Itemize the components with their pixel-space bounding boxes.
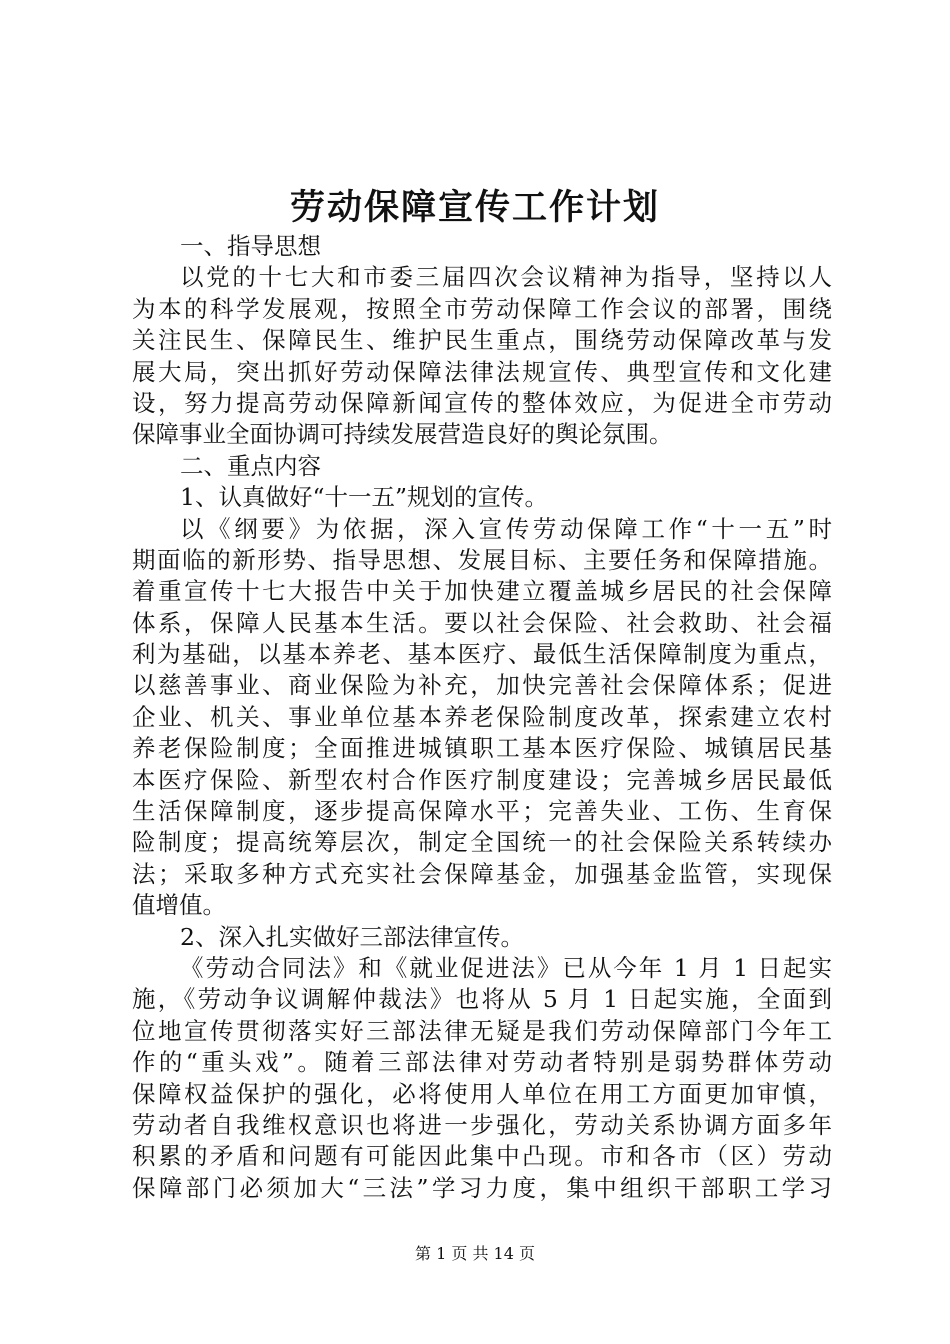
text-line: 1、认真做好“十一五”规划的宣传。 <box>180 483 548 512</box>
text-line: 作的“重头戏”。随着三部法律对劳动者特别是弱势群体劳动 <box>132 1048 832 1077</box>
text-line: 2、深入扎实做好三部法律宣传。 <box>180 922 524 951</box>
text-line: 位地宣传贯彻落实好三部法律无疑是我们劳动保障部门今年工 <box>132 1016 832 1045</box>
text-line: 一、指导思想 <box>180 232 321 260</box>
text-line: 保障部门必须加大“三法”学习力度，集中组织干部职工学习 <box>132 1173 832 1202</box>
document-title: 劳动保障宣传工作计划 <box>289 188 660 228</box>
text-line: 期面临的新形势、指导思想、发展目标、主要任务和保障措施。 <box>132 545 832 574</box>
text-line: 以慈善事业、商业保险为补充，加快完善社会保障体系；促进 <box>132 671 832 700</box>
text-line: 值增值。 <box>132 891 226 920</box>
text-line: 《劳动合同法》和《就业促进法》已从今年 1 月 1 日起实 <box>180 953 832 982</box>
text-line: 着重宣传十七大报告中关于加快建立覆盖城乡居民的社会保障 <box>132 577 832 606</box>
text-line: 险制度；提高统筹层次，制定全国统一的社会保险关系转续办 <box>132 828 832 857</box>
text-line: 设，努力提高劳动保障新闻宣传的整体效应，为促进全市劳动 <box>132 388 832 417</box>
text-line: 保障权益保护的强化，必将使用人单位在用工方面更加审慎， <box>132 1079 832 1108</box>
text-line: 积累的矛盾和问题有可能因此集中凸现。市和各市（区）劳动 <box>132 1142 832 1171</box>
text-line: 法；采取多种方式充实社会保障基金，加强基金监管，实现保 <box>132 859 832 888</box>
text-line: 本医疗保险、新型农村合作医疗制度建设；完善城乡居民最低 <box>132 765 832 794</box>
text-line: 企业、机关、事业单位基本养老保险制度改革，探索建立农村 <box>132 702 832 731</box>
text-line: 利为基础，以基本养老、基本医疗、最低生活保障制度为重点， <box>132 640 832 669</box>
text-line: 劳动者自我维权意识也将进一步强化，劳动关系协调方面多年 <box>132 1110 832 1139</box>
text-line: 以《纲要》为依据，深入宣传劳动保障工作“十一五”时 <box>180 514 832 543</box>
page-footer: 第 1 页 共 14 页 <box>415 1244 535 1263</box>
text-line: 养老保险制度；全面推进城镇职工基本医疗保险、城镇居民基 <box>132 734 832 763</box>
text-line: 施，《劳动争议调解仲裁法》也将从 5 月 1 日起实施，全面到 <box>132 985 832 1014</box>
text-line: 为本的科学发展观，按照全市劳动保障工作会议的部署，围绕 <box>132 294 832 323</box>
document-body <box>132 231 832 1204</box>
text-line: 保障事业全面协调可持续发展营造良好的舆论氛围。 <box>132 420 673 449</box>
text-line: 展大局，突出抓好劳动保障法律法规宣传、典型宣传和文化建 <box>132 357 832 386</box>
text-line: 以党的十七大和市委三届四次会议精神为指导，坚持以人 <box>180 263 832 292</box>
text-line: 二、重点内容 <box>180 451 321 480</box>
text-line: 生活保障制度，逐步提高保障水平；完善失业、工伤、生育保 <box>132 797 832 826</box>
text-line: 体系，保障人民基本生活。要以社会保险、社会救助、社会福 <box>132 608 832 637</box>
text-line: 关注民生、保障民生、维护民生重点，围绕劳动保障改革与发 <box>132 326 832 355</box>
